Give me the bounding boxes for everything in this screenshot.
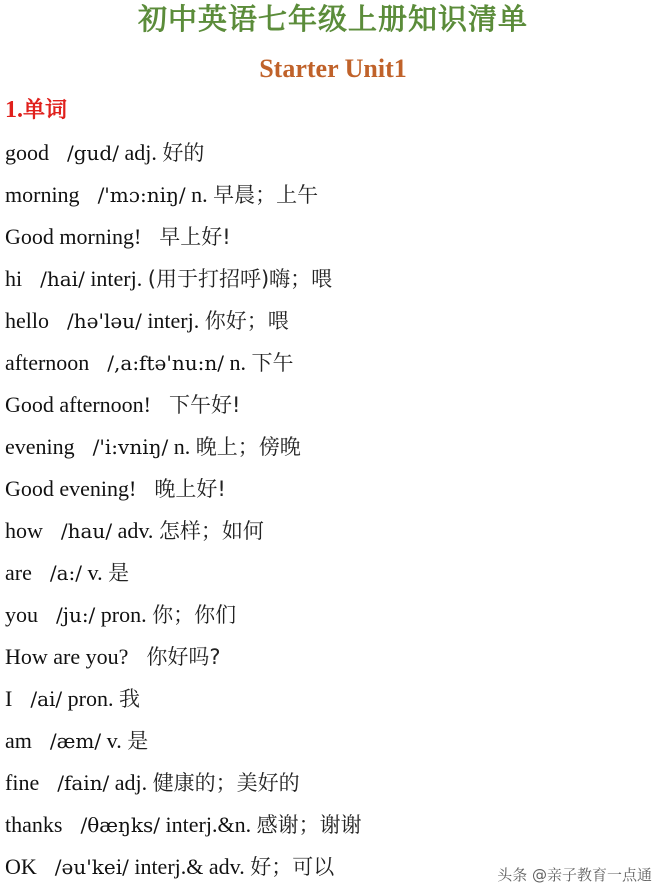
vocab-word: I xyxy=(5,686,13,711)
vocab-phonetic: /a:/ xyxy=(49,561,82,585)
vocab-phonetic: /hə'ləu/ xyxy=(67,309,142,333)
vocab-part-of-speech: n. xyxy=(229,350,246,375)
vocab-phonetic: /hai/ xyxy=(40,267,85,291)
vocab-word: How are you? xyxy=(5,644,129,669)
watermark: 头条 @亲子教育一点通 xyxy=(497,866,652,884)
vocab-entry xyxy=(5,596,362,638)
vocab-word: good xyxy=(5,140,49,165)
vocab-meaning: 健康的；美好的 xyxy=(152,771,300,795)
vocab-entry xyxy=(5,848,362,890)
vocab-entry xyxy=(5,680,362,722)
vocab-phonetic: /fain/ xyxy=(57,771,110,795)
vocab-meaning: 感谢；谢谢 xyxy=(256,813,362,837)
vocab-meaning: 早晨；上午 xyxy=(213,183,319,207)
vocab-meaning: (用于打招呼)嗨；喂 xyxy=(147,267,333,291)
vocab-meaning: 好；可以 xyxy=(250,855,335,879)
page-title: 初中英语七年级上册知识清单 xyxy=(137,2,528,36)
vocab-entry xyxy=(5,134,362,176)
vocab-meaning: 晚上好! xyxy=(154,477,226,501)
vocab-meaning: 你好吗? xyxy=(146,645,221,669)
vocab-word: Good afternoon! xyxy=(5,392,152,417)
vocab-entry xyxy=(5,386,362,428)
vocab-meaning: 晚上；傍晚 xyxy=(195,435,301,459)
section-number: 1. xyxy=(5,97,23,123)
vocab-word: evening xyxy=(5,434,75,459)
vocab-meaning: 好的 xyxy=(162,141,205,165)
vocab-part-of-speech: interj. xyxy=(147,308,200,333)
section-heading xyxy=(5,94,67,127)
vocab-word: Good evening! xyxy=(5,476,137,501)
vocab-word: hello xyxy=(5,308,49,333)
vocab-phonetic: /hau/ xyxy=(60,519,113,543)
vocab-part-of-speech: v. xyxy=(87,560,103,585)
vocab-phonetic: /,a:ftə'nu:n/ xyxy=(107,351,224,375)
vocab-meaning: 下午好! xyxy=(169,393,241,417)
vocab-word: hi xyxy=(5,266,23,291)
vocab-entry xyxy=(5,302,362,344)
vocab-word: morning xyxy=(5,182,80,207)
section-label: 单词 xyxy=(23,98,68,123)
vocab-word: are xyxy=(5,560,32,585)
vocab-meaning: 你好；喂 xyxy=(204,309,289,333)
vocab-part-of-speech: adv. xyxy=(117,518,154,543)
vocab-word: fine xyxy=(5,770,40,795)
vocab-entry xyxy=(5,722,362,764)
vocab-word: afternoon xyxy=(5,350,90,375)
vocab-entry xyxy=(5,344,362,386)
vocab-part-of-speech: pron. xyxy=(100,602,147,627)
vocab-word: you xyxy=(5,602,38,627)
vocab-meaning: 怎样；如何 xyxy=(158,519,264,543)
vocab-entry xyxy=(5,176,362,218)
vocab-word: am xyxy=(5,728,32,753)
vocab-entry xyxy=(5,428,362,470)
vocab-entry xyxy=(5,512,362,554)
vocab-part-of-speech: v. xyxy=(106,728,122,753)
vocab-word: OK xyxy=(5,854,37,879)
vocab-meaning: 是 xyxy=(108,561,130,585)
vocab-entry xyxy=(5,554,362,596)
vocab-phonetic: /'i:vniŋ/ xyxy=(92,435,169,459)
vocab-word: thanks xyxy=(5,812,63,837)
vocab-part-of-speech: interj.& adv. xyxy=(134,854,245,879)
vocab-phonetic: /ju:/ xyxy=(56,603,96,627)
vocab-phonetic: /əu'kei/ xyxy=(54,855,129,879)
vocabulary-list xyxy=(5,134,362,890)
vocab-part-of-speech: n. xyxy=(191,182,208,207)
vocab-entry xyxy=(5,806,362,848)
vocab-entry xyxy=(5,470,362,512)
vocab-meaning: 你；你们 xyxy=(152,603,237,627)
vocab-phonetic: /θæŋks/ xyxy=(80,813,161,837)
vocab-phonetic: /ai/ xyxy=(30,687,63,711)
vocab-meaning: 早上好! xyxy=(159,225,231,249)
vocab-meaning: 我 xyxy=(118,687,140,711)
unit-subtitle: Starter Unit1 xyxy=(259,54,407,83)
vocab-part-of-speech: interj. xyxy=(90,266,143,291)
vocab-part-of-speech: adj. xyxy=(114,770,148,795)
vocab-meaning: 下午 xyxy=(251,351,294,375)
vocab-entry xyxy=(5,638,362,680)
vocab-word: Good morning! xyxy=(5,224,142,249)
vocab-meaning: 是 xyxy=(127,729,149,753)
vocab-part-of-speech: pron. xyxy=(67,686,114,711)
vocab-entry xyxy=(5,218,362,260)
vocab-phonetic: /'mɔ:niŋ/ xyxy=(97,183,186,207)
vocab-entry xyxy=(5,764,362,806)
vocab-part-of-speech: n. xyxy=(173,434,191,459)
vocab-part-of-speech: adj. xyxy=(124,140,157,165)
vocab-entry xyxy=(5,260,362,302)
vocab-phonetic: /æm/ xyxy=(49,729,102,753)
vocab-part-of-speech: interj.&n. xyxy=(165,812,252,837)
vocab-word: how xyxy=(5,518,43,543)
vocab-phonetic: /gud/ xyxy=(67,141,119,165)
